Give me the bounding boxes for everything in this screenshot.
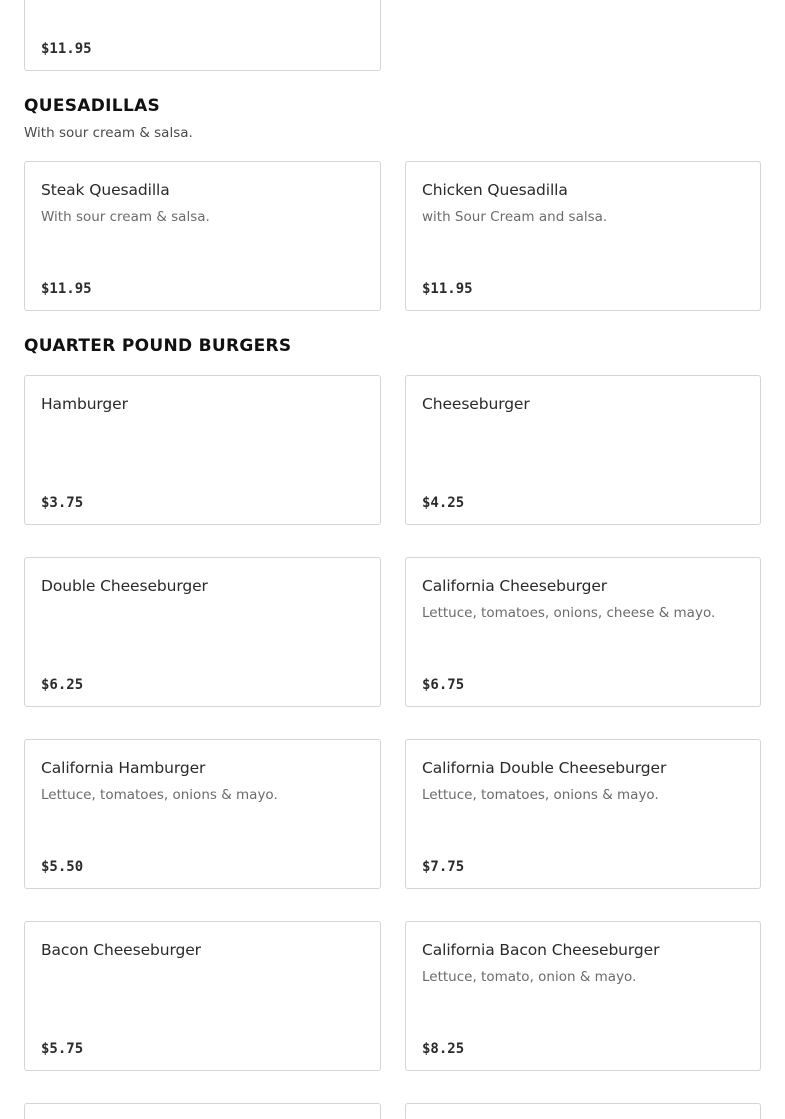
menu-item-card[interactable] [24,921,381,1071]
item-price: $11.95 [422,281,473,297]
item-price: $4.25 [422,495,465,511]
menu-item-card[interactable] [405,739,761,889]
menu-item-card[interactable] [24,0,381,71]
menu-item-card[interactable] [24,375,381,525]
item-name: California Hamburger [41,759,206,777]
item-name: California Cheeseburger [422,577,608,595]
item-name: Cheeseburger [422,395,530,413]
menu-item-card[interactable] [405,557,761,707]
section-title-quarter-pound-burgers: QUARTER POUND BURGERS [24,336,292,356]
item-price: $7.75 [422,859,465,875]
item-price: $3.75 [41,495,84,511]
menu-item-card[interactable] [405,161,761,311]
item-price: $8.25 [422,1041,465,1057]
menu-item-card[interactable] [405,921,761,1071]
item-name: Steak Quesadilla [41,181,170,199]
menu-item-card[interactable] [24,739,381,889]
menu-item-card[interactable] [24,161,381,311]
item-price: $6.75 [422,677,465,693]
item-name: Chicken Quesadilla [422,181,568,199]
item-description: Lettuce, tomatoes, onions, cheese & mayo. [422,605,716,621]
item-description: Lettuce, tomatoes, onions & mayo. [422,787,659,803]
item-description: With sour cream & salsa. [41,209,210,225]
item-price: $11.95 [41,41,92,57]
section-title-quesadillas: QUESADILLAS [24,96,161,116]
item-name: Double Cheeseburger [41,577,208,595]
menu-item-card[interactable] [405,1103,761,1119]
menu-item-card[interactable] [24,557,381,707]
item-description: Lettuce, tomatoes, onions & mayo. [41,787,278,803]
item-price: $5.50 [41,859,84,875]
item-price: $5.75 [41,1041,84,1057]
item-name: California Double Cheeseburger [422,759,667,777]
item-price: $11.95 [41,281,92,297]
item-name: Hamburger [41,395,128,413]
menu-item-card[interactable] [405,375,761,525]
item-description: Lettuce, tomato, onion & mayo. [422,969,637,985]
item-name: California Bacon Cheeseburger [422,941,660,959]
item-name: Bacon Cheeseburger [41,941,201,959]
item-price: $6.25 [41,677,84,693]
menu-item-card[interactable] [24,1103,381,1119]
section-description-quesadillas: With sour cream & salsa. [24,125,193,141]
item-description: with Sour Cream and salsa. [422,209,608,225]
